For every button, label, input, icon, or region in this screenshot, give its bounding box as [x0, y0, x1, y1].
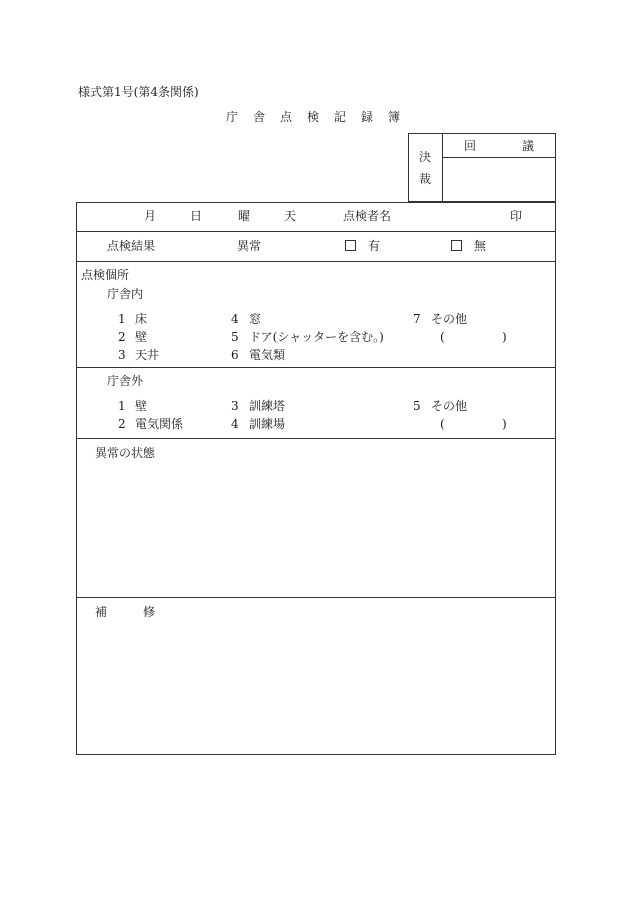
item-num: 3	[118, 348, 126, 362]
repair-label-2: 修	[143, 605, 156, 619]
kessai-char-2: 裁	[419, 172, 432, 186]
item-num: 2	[118, 417, 126, 431]
title-char: 舎	[253, 110, 266, 124]
item-num: 5	[231, 330, 239, 344]
item-label: 壁	[135, 399, 148, 413]
item-num: 2	[118, 330, 126, 344]
title-char: 点	[280, 110, 293, 124]
abnormal-yes-option	[345, 240, 380, 252]
item-num: 1	[118, 312, 126, 326]
title-char: 録	[361, 110, 374, 124]
title-char: 簿	[388, 110, 401, 124]
weekday-label: 曜	[238, 209, 251, 223]
inside-heading: 庁舎内	[107, 287, 144, 301]
abnormal-no-option	[451, 240, 486, 252]
paren-close: )	[502, 417, 507, 431]
approval-header-line	[442, 157, 556, 158]
item-label: 訓練塔	[249, 399, 286, 413]
locations-heading: 点検個所	[81, 268, 130, 282]
weather-label: 天	[284, 209, 297, 223]
item-label: その他	[431, 399, 468, 413]
item-num: 7	[413, 312, 421, 326]
item-label: その他	[431, 312, 468, 326]
row-divider	[76, 367, 556, 368]
title-char: 検	[307, 110, 320, 124]
form-number: 様式第1号(第4条関係)	[78, 85, 199, 99]
title-char: 庁	[226, 110, 239, 124]
main-table	[76, 202, 556, 755]
item-label: 床	[135, 312, 148, 326]
outside-heading: 庁舎外	[107, 374, 144, 388]
item-num: 5	[413, 399, 421, 413]
kaigi-char-2: 議	[522, 139, 535, 153]
paren-close: )	[502, 330, 507, 344]
item-num: 4	[231, 417, 239, 431]
row-divider	[76, 597, 556, 598]
yes-label: 有	[368, 239, 381, 253]
day-label: 日	[190, 209, 203, 223]
approval-divider	[442, 133, 443, 202]
seal-label: 印	[510, 209, 523, 223]
result-label: 点検結果	[107, 239, 156, 253]
item-label: 電気関係	[135, 417, 184, 431]
abnormal-state-label: 異常の状態	[95, 446, 156, 460]
item-label: 窓	[249, 312, 262, 326]
item-num: 4	[231, 312, 239, 326]
month-label: 月	[144, 209, 157, 223]
paren-open: (	[440, 417, 445, 431]
title-char: 記	[334, 110, 347, 124]
kessai-char-1: 決	[419, 150, 432, 164]
item-label: 壁	[135, 330, 148, 344]
item-label: 天井	[135, 348, 160, 362]
no-label: 無	[474, 239, 487, 253]
paren-open: (	[440, 330, 445, 344]
repair-label-1: 補	[95, 605, 108, 619]
kaigi-char-1: 回	[464, 139, 477, 153]
item-num: 3	[231, 399, 239, 413]
checkbox-icon	[451, 240, 462, 251]
abnormal-label: 異常	[237, 239, 262, 253]
item-label: 電気類	[249, 348, 286, 362]
item-num: 6	[231, 348, 239, 362]
item-label: 訓練場	[249, 417, 286, 431]
row-divider	[76, 261, 556, 262]
checkbox-icon	[345, 240, 356, 251]
item-num: 1	[118, 399, 126, 413]
item-label: ドア(シャッターを含む。)	[249, 330, 384, 344]
row-divider	[76, 231, 556, 232]
row-divider	[76, 438, 556, 439]
inspector-label: 点検者名	[343, 209, 392, 223]
page-title	[226, 111, 415, 123]
